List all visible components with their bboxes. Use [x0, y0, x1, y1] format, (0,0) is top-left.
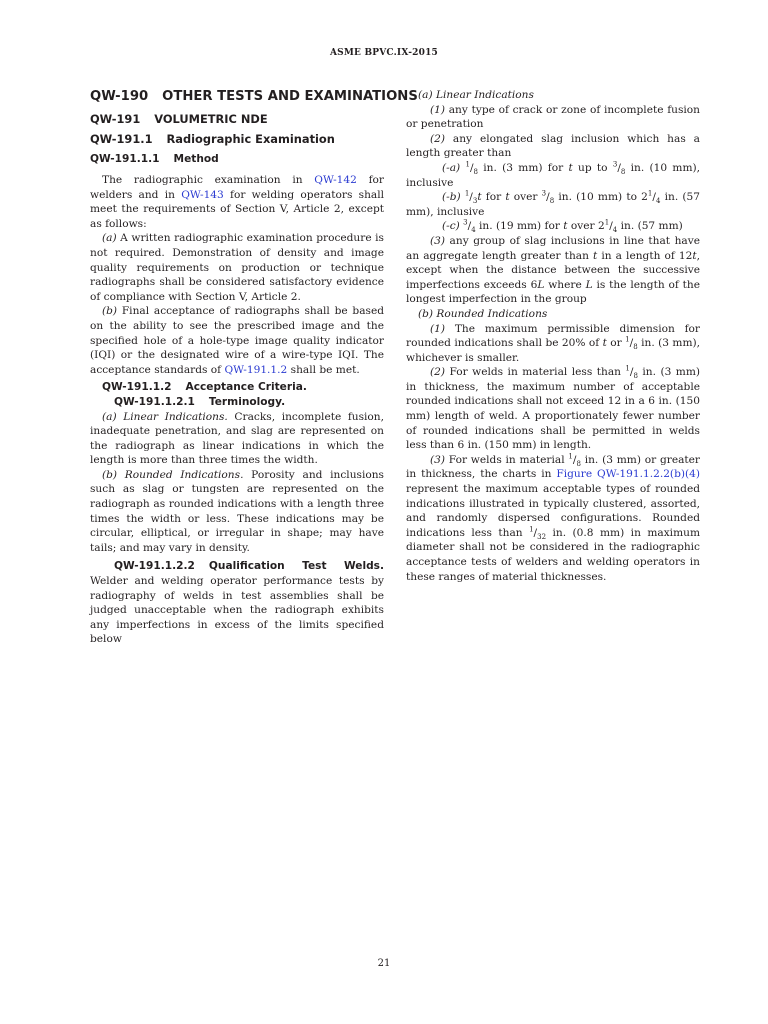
text: The radiographic examination in	[102, 174, 315, 186]
heading-title: Terminology.	[208, 395, 286, 408]
text: for	[481, 191, 506, 204]
text: Welder and welding operator performance tests by radiography of welds in test assemblies shall be judged unacceptable when the radiograph exhibits any imperfections in excess of the limits specified below	[90, 575, 384, 646]
text: in. (10 mm), inclusive	[406, 161, 701, 189]
text: where	[544, 278, 586, 291]
subhead: (a) Linear Indications	[418, 89, 534, 101]
text: up to	[572, 161, 613, 174]
item-label: (1)	[430, 103, 446, 116]
item-label: (-b)	[442, 191, 461, 204]
rounded-item-1	[406, 322, 700, 366]
heading-title: VOLUMETRIC NDE	[154, 112, 268, 126]
running-header: ASME BPVC.IX-2015	[330, 48, 438, 58]
heading-title: Method	[173, 153, 219, 165]
link-qw143[interactable]: QW-143	[181, 188, 224, 201]
section-heading-qw191	[90, 112, 384, 127]
heading-title: Radiographic Examination	[166, 132, 335, 146]
variable: t	[568, 161, 573, 174]
rounded-indications-heading	[406, 307, 700, 322]
fraction: $^3/_8$	[612, 160, 626, 177]
text: over 2	[567, 220, 605, 233]
fraction: $^3/_4$	[463, 218, 476, 235]
text: in. (57 mm)	[617, 220, 683, 233]
item-label: (-a)	[442, 161, 461, 174]
variable: t	[602, 337, 607, 350]
heading-number: QW-191.1	[90, 132, 153, 146]
text: or	[606, 337, 626, 350]
qualification-test-welds-paragraph	[90, 559, 384, 647]
fraction: $^3/_8$	[541, 189, 555, 206]
link-qw19112[interactable]: QW-191.1.2	[224, 363, 288, 376]
text: represent the maximum acceptable types of rounded indications illustrated in typically clustered, assorted, and randomly dispersed configurations. Rounded indications less than	[406, 483, 700, 539]
text: Cracks, incomplete fusion, inadequate penetration, and slag are represented on the radiograph as linear indications in which the length is more than three times the width.	[90, 410, 384, 467]
page-number: 21	[377, 958, 391, 969]
variable: t	[505, 191, 510, 204]
linear-item-2a	[406, 161, 700, 190]
heading-terminology	[114, 395, 384, 410]
fraction: $^1/_4$	[647, 189, 661, 206]
text: For welds in material less than	[445, 366, 626, 379]
text: in. (3 mm) in thickness, the maximum number of acceptable rounded indications shall not exceed 12 in a 6 in. (150 mm) length of weld. A proportionately fewer number of rounded indications shall be permitted in welds less than 6 in. (150 mm) in length.	[406, 366, 701, 452]
item-label: (3)	[430, 453, 446, 466]
heading-number: QW-191.1.2.2	[114, 560, 195, 573]
right-column	[406, 88, 700, 584]
text: any group of slag inclusions in line that have an aggregate length greater than	[406, 234, 700, 262]
item-label: (1)	[430, 322, 446, 335]
heading-number: QW-191	[90, 112, 141, 126]
text: for welding operators shall meet the requirements of Section V, Article 2, except as follows:	[90, 188, 384, 230]
heading-acceptance-criteria	[102, 380, 384, 395]
variable: L	[585, 278, 593, 291]
terminology-rounded	[90, 468, 384, 556]
text: is the length of the longest imperfection in the group	[406, 278, 700, 306]
text: in a length of 12	[597, 249, 693, 262]
fraction: $^1/_4$	[604, 218, 618, 235]
fraction: $^1/_{32}$	[529, 525, 547, 541]
heading-title: Qualification Test Welds.	[208, 560, 384, 573]
text: in. (3 mm) or greater in thickness, the charts in	[406, 453, 700, 481]
section-heading-qw19111	[90, 152, 384, 166]
rounded-item-2	[406, 365, 700, 453]
text: over	[509, 191, 542, 204]
variable: L	[537, 278, 545, 291]
item-label: (3)	[430, 234, 446, 247]
text: Porosity and inclusions such as slag or tungsten are represented on the radiograph as rounded indications with a length three times the width or less. These indications may be circular, elliptical, or irregular in shape; may have tails; and may vary in density.	[90, 468, 384, 554]
text: Final acceptance of radiographs shall be based on the ability to see the prescribed image and the specified hole of a hole-type image quality indicator (IQI) or the designated wire of a wire-type IQI. The acceptance standards of	[90, 305, 384, 376]
text: A written radiographic examination procedure is not required. Demonstration of density and image quality requirements on production or technique radiographs shall be considered satisfactory evidence of compliance with Section V, Article 2.	[90, 232, 384, 303]
method-paragraph	[90, 173, 384, 231]
fraction: $^1/_8$	[568, 452, 581, 468]
variable: t	[692, 249, 697, 262]
linear-item-2c	[406, 219, 700, 234]
text: any elongated slag inclusion which has a length greater than	[406, 132, 700, 160]
variable: t	[563, 220, 568, 233]
text: in. (10 mm) to 2	[554, 191, 648, 204]
linear-item-3	[406, 234, 700, 307]
text: any type of crack or zone of incomplete fusion or penetration	[406, 103, 700, 131]
heading-number: QW-191.1.2	[102, 381, 172, 394]
text: in. (57 mm), inclusive	[406, 191, 700, 218]
text: for welders and in	[90, 174, 384, 201]
text: in. (3 mm), whichever is smaller.	[406, 337, 700, 364]
text: in. (3 mm) for	[477, 161, 569, 174]
variable: t	[477, 191, 482, 204]
text: , except when the distance between the successive imperfections exceeds 6	[406, 249, 700, 291]
section-heading-qw190	[90, 88, 418, 106]
heading-number: QW-190	[90, 89, 149, 104]
method-item-b	[90, 304, 384, 377]
heading-number: QW-191.1.2.1	[114, 395, 195, 408]
link-figure-qw19112[interactable]: Figure QW-191.1.2.2(b)(4)	[556, 468, 700, 481]
text: in. (0.8 mm) in maximum diameter shall not be considered in the radiographic acceptance tests of welders and welding operators in these ranges of material thicknesses.	[406, 526, 700, 583]
section-heading-qw1911	[90, 132, 384, 147]
terminology-linear	[90, 410, 384, 468]
item-label: (2)	[430, 132, 446, 145]
item-label: (a)	[102, 232, 117, 245]
text: shall be met.	[287, 363, 360, 376]
heading-title: OTHER TESTS AND EXAMINATIONS	[162, 89, 418, 104]
text: For welds in material	[445, 453, 569, 466]
fraction: $^1/_3$	[464, 189, 478, 206]
fraction: $^1/_8$	[625, 364, 638, 381]
method-item-a	[90, 231, 384, 304]
subhead: (b) Rounded Indications	[418, 307, 548, 320]
linear-item-2	[406, 132, 700, 161]
variable: t	[593, 249, 598, 262]
fraction: $^1/_8$	[625, 335, 638, 352]
linear-item-2b	[406, 190, 700, 219]
linear-item-1	[406, 103, 700, 132]
item-label: (b) Rounded Indications.	[102, 468, 244, 481]
rounded-item-3	[406, 453, 700, 584]
text: The maximum permissible dimension for rounded indications shall be 20% of	[406, 322, 700, 350]
item-label: (a) Linear Indications.	[102, 410, 228, 423]
linear-indications-heading	[406, 88, 700, 103]
link-qw142[interactable]: QW-142	[314, 174, 357, 186]
item-label: (b)	[102, 305, 118, 318]
left-column	[90, 88, 418, 647]
fraction: $^1/_8$	[465, 160, 478, 177]
item-label: (2)	[430, 366, 446, 379]
item-label: (-c)	[442, 220, 460, 233]
heading-number: QW-191.1.1	[90, 153, 160, 165]
text: in. (19 mm) for	[475, 220, 564, 233]
heading-title: Acceptance Criteria.	[185, 381, 307, 394]
